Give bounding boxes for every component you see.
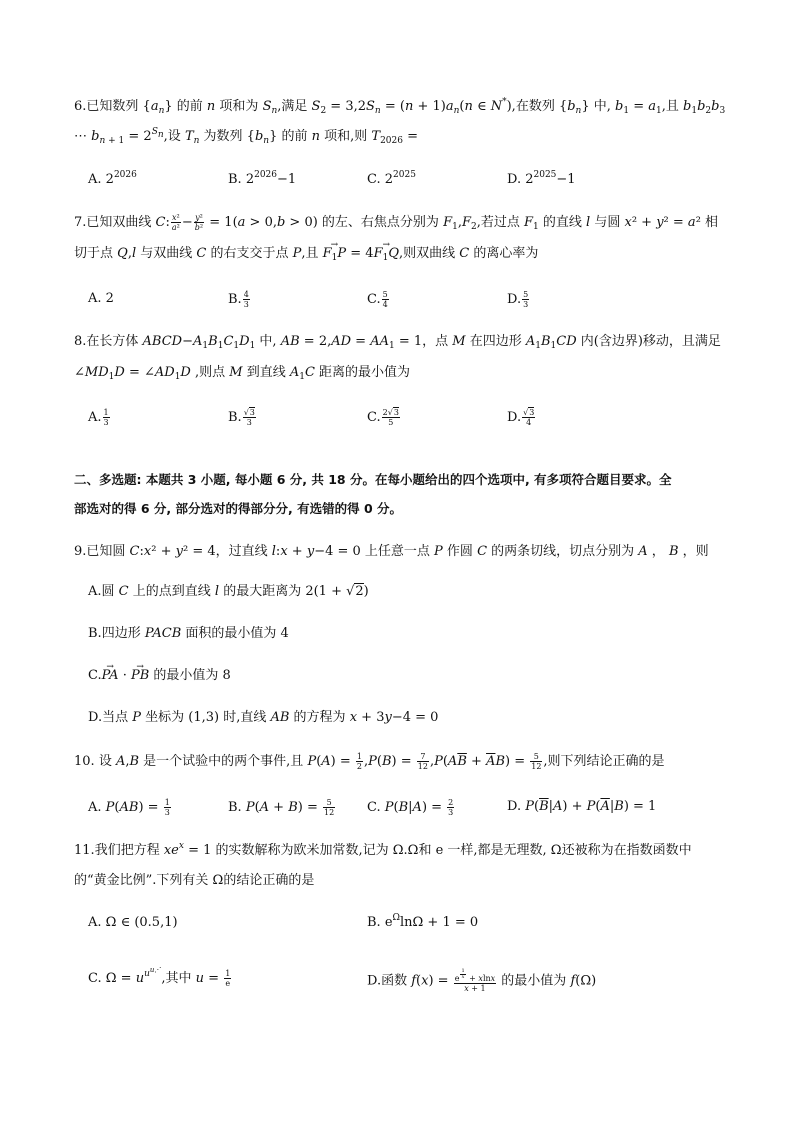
q8-stem-line1: 8.在长方体 $ABCD-A_1B_1C_1D_1$ 中, AB = $2,AD = AA_1 = 1$，点 M 在四边形 $A_1B_1CD$ 内(含边界)移动，且满足	[74, 334, 721, 351]
q10-option-d[interactable]: D. $P(\overline{B}|A) + P(\overline{A}|B) = 1$	[507, 799, 657, 814]
section2-heading-line1: 二、多选题: 本题共 3 小题, 每小题 6 分, 共 18 分。在每小题给出的四个选项中, 有多项符合题目要求。全	[74, 472, 672, 487]
q6-option-a[interactable]: A. $2^{2026}$	[88, 170, 137, 187]
q11-option-d[interactable]: D.函数 f(x) = e $^{\frac{1}{x}}$ + xlnx x + 1 的最小值为 f(Ω)	[367, 968, 597, 993]
q10-option-b[interactable]: B. P(A + B) = $\frac{5}{12}$	[228, 798, 335, 817]
q11-option-b[interactable]: B. $e^\Omega\ln\Omega + 1 = 0$	[367, 913, 479, 930]
q6-option-c[interactable]: C. $2^{2025}$	[367, 170, 416, 187]
q11-stem-line2: 的“黄金比例”.下列有关 Ω的结论正确的是	[74, 873, 315, 888]
q11-option-a[interactable]: A. Ω ∈ (0.5,1)	[88, 915, 178, 930]
q6-stem-line1: 6.已知数列 $\{a_n\}$ 的前 n 项和为 $S_n$,满足 $S_2 = 3,2S_n = (n + 1)a_n(n$ ∈ N*),在数列 $\{b_n\}$ 中, $b_1 = a_1$,且 $b_1b_2b_3$	[74, 97, 726, 116]
q10-option-c[interactable]: C. P(B|A) = $\frac{2}{3}$	[367, 798, 454, 817]
q8-option-b[interactable]: B. $\frac{√3}{3}$	[228, 408, 255, 427]
q7-option-c[interactable]: C. $\frac{5}{4}$	[367, 290, 388, 309]
q6-option-d[interactable]: D. $2^{2025}-1$	[507, 170, 576, 187]
q11-option-c[interactable]: C. $\Omega = u^{u^{u⋰}}$,其中 u = $\frac{1}{e}$	[88, 966, 231, 988]
q6-option-b[interactable]: B. $2^{2026}-1$	[228, 170, 297, 187]
q9-option-c[interactable]: C.→ PA · → PB 的最小值为 8	[88, 667, 231, 685]
q7-stem-line1: 7.已知双曲线 C: $\frac{\text{x²}}{\text{a²}}$ − $\frac{\text{y²}}{\text{b²}}$ = 1(a > 0,b > 0) 的左、右焦点分别为 $F_1,F_2$,若过点 $F_1$ 的直线 l 与圆 x² + y² = a² 相	[74, 213, 719, 232]
q9-stem: 9.已知圆 C:x² + y² = 4，过直线 l:x + y−4 = 0 上任意一点 P 作圆 C 的两条切线，切点分别为 A ， B ，则	[74, 544, 709, 559]
q11-stem-line1: 11.我们把方程 $xe^x = 1$ 的实数解称为欧米加常数,记为 Ω.Ω和 e 一样,都是无理数, Ω还被称为在指数函数中	[74, 841, 692, 858]
q8-option-d[interactable]: D. $\frac{√3}{4}$	[507, 408, 535, 427]
q7-stem-line2: 切于点 Q,l 与双曲线 C 的右支交于点 P,且 → $F_1P = 4\to F_1Q$,则双曲线 C 的离心率为	[74, 245, 538, 263]
q6-stem-line2: ⋯ $b_{n + 1} = 2^{S_n}$,设 $T_n$ 为数列 $\{b_n\}$ 的前 n 项和,则 $T_{2026}$ =	[74, 127, 419, 146]
q8-option-a[interactable]: A. $\frac{1}{3}$	[88, 408, 109, 427]
q10-stem: 10. 设 A,B 是一个试验中的两个事件,且 P(A) = $\frac{1}{2}$ ,P(B) = $\frac{7}{12}$ $,P(A\overline{B} + \overline{A}B)$ = $\frac{5}{12}$ ,则下列结论正确的是	[74, 752, 665, 771]
q7-option-b[interactable]: B. $\frac{4}{3}$	[228, 290, 249, 309]
q7-option-a[interactable]: A. 2	[88, 291, 114, 306]
q9-option-d[interactable]: D.当点 P 坐标为 (1,3) 时,直线 AB 的方程为 x + 3y−4 = 0	[88, 710, 439, 725]
q10-option-a[interactable]: A. P(AB) = $\frac{1}{3}$	[88, 798, 170, 817]
q9-option-b[interactable]: B.四边形 PACB 面积的最小值为 4	[88, 626, 289, 641]
q7-option-d[interactable]: D. $\frac{5}{3}$	[507, 290, 529, 309]
q8-stem-line2: $\angle MD_1D$ = $\angle AD_1D$ ,则点 M 到直线 $A_1C$ 距离的最小值为	[74, 365, 411, 382]
section2-heading-line2: 部选对的得 6 分, 部分选对的得部分分, 有选错的得 0 分。	[74, 501, 403, 516]
q8-option-c[interactable]: C. $\frac{2√3}{5}$	[367, 408, 399, 427]
q9-option-a[interactable]: A.圆 C 上的点到直线 l 的最大距离为 2(1 + √2)	[88, 584, 369, 599]
